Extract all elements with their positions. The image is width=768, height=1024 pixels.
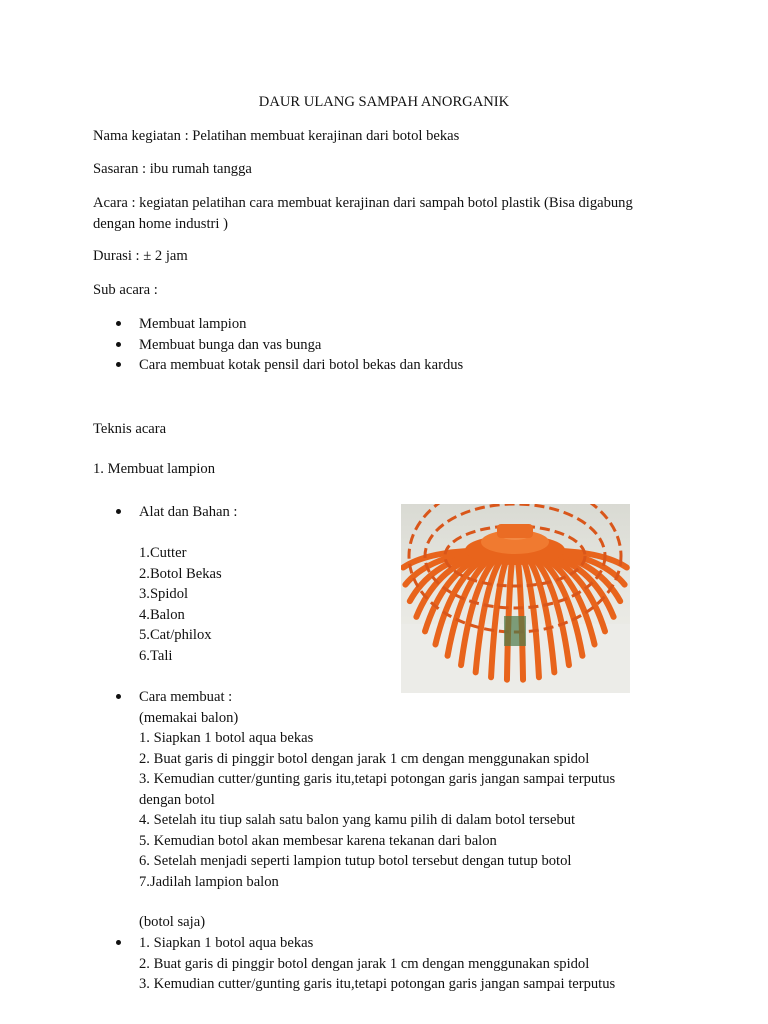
list-item: 3. Kemudian cutter/gunting garis itu,tetapi potongan garis jangan sampai terputus bbox=[139, 976, 616, 992]
list-item: Cara membuat kotak pensil dari botol bekas dan kardus bbox=[93, 355, 463, 376]
bullet-icon bbox=[116, 694, 121, 699]
cara-botol-label: (botol saja) bbox=[139, 914, 206, 930]
acara-line-2: dengan home industri ) bbox=[93, 215, 228, 232]
list-item: 6. Setelah menjadi seperti lampion tutup botol tersebut dengan tutup botol bbox=[139, 853, 572, 869]
teknis-acara: Teknis acara bbox=[93, 421, 167, 437]
list-item: 2. Buat garis di pinggir botol dengan jarak 1 cm dengan menggunakan spidol bbox=[139, 750, 590, 767]
acara bbox=[93, 193, 683, 234]
list-item: 5.Cat/philox bbox=[139, 627, 212, 643]
sub-acara-label: Sub acara : bbox=[93, 282, 158, 298]
alat-label: Alat dan Bahan : bbox=[139, 504, 238, 520]
list-item: 1. Siapkan 1 botol aqua bekas bbox=[139, 730, 314, 746]
cara-membuat-block bbox=[139, 687, 679, 892]
list-item: 3.Spidol bbox=[139, 586, 189, 602]
section-heading: 1. Membuat lampion bbox=[93, 461, 216, 477]
cara-balon-label: (memakai balon) bbox=[139, 709, 239, 726]
list-item: 6.Tali bbox=[139, 647, 173, 664]
cara-label: Cara membuat : bbox=[139, 689, 233, 705]
list-item: 1.Cutter bbox=[139, 545, 187, 561]
durasi: Durasi : ± 2 jam bbox=[93, 248, 188, 264]
list-item: 4.Balon bbox=[139, 606, 185, 623]
list-item: 3. Kemudian cutter/gunting garis itu,tetapi potongan garis jangan sampai terputus bbox=[139, 771, 616, 787]
list-item: Membuat bunga dan vas bunga bbox=[93, 335, 463, 356]
list-item: 2.Botol Bekas bbox=[139, 565, 222, 582]
lantern-photo bbox=[401, 504, 630, 693]
list-item: dengan botol bbox=[139, 791, 215, 808]
document-title: DAUR ULANG SAMPAH ANORGANIK bbox=[258, 94, 510, 110]
bullet-icon bbox=[116, 509, 121, 514]
list-item: 1. Siapkan 1 botol aqua bekas bbox=[139, 935, 314, 951]
list-item: 7.Jadilah lampion balon bbox=[139, 873, 279, 890]
list-item: 5. Kemudian botol akan membesar karena tekanan dari balon bbox=[139, 832, 497, 849]
list-item: 4. Setelah itu tiup salah satu balon yang kamu pilih di dalam botol tersebut bbox=[139, 812, 576, 828]
sasaran: Sasaran : ibu rumah tangga bbox=[93, 161, 252, 177]
sub-acara-list bbox=[93, 314, 463, 376]
acara-line-1: Acara : kegiatan pelatihan cara membuat kerajinan dari sampah botol plastik (Bisa digabung bbox=[93, 195, 633, 211]
cara-botol-steps bbox=[139, 933, 679, 995]
bullet-icon bbox=[116, 940, 121, 945]
nama-kegiatan: Nama kegiatan : Pelatihan membuat kerajinan dari botol bekas bbox=[93, 128, 460, 144]
list-item: 2. Buat garis di pinggir botol dengan jarak 1 cm dengan menggunakan spidol bbox=[139, 955, 590, 972]
lantern-illustration bbox=[401, 504, 630, 693]
list-item: Membuat lampion bbox=[93, 314, 463, 335]
